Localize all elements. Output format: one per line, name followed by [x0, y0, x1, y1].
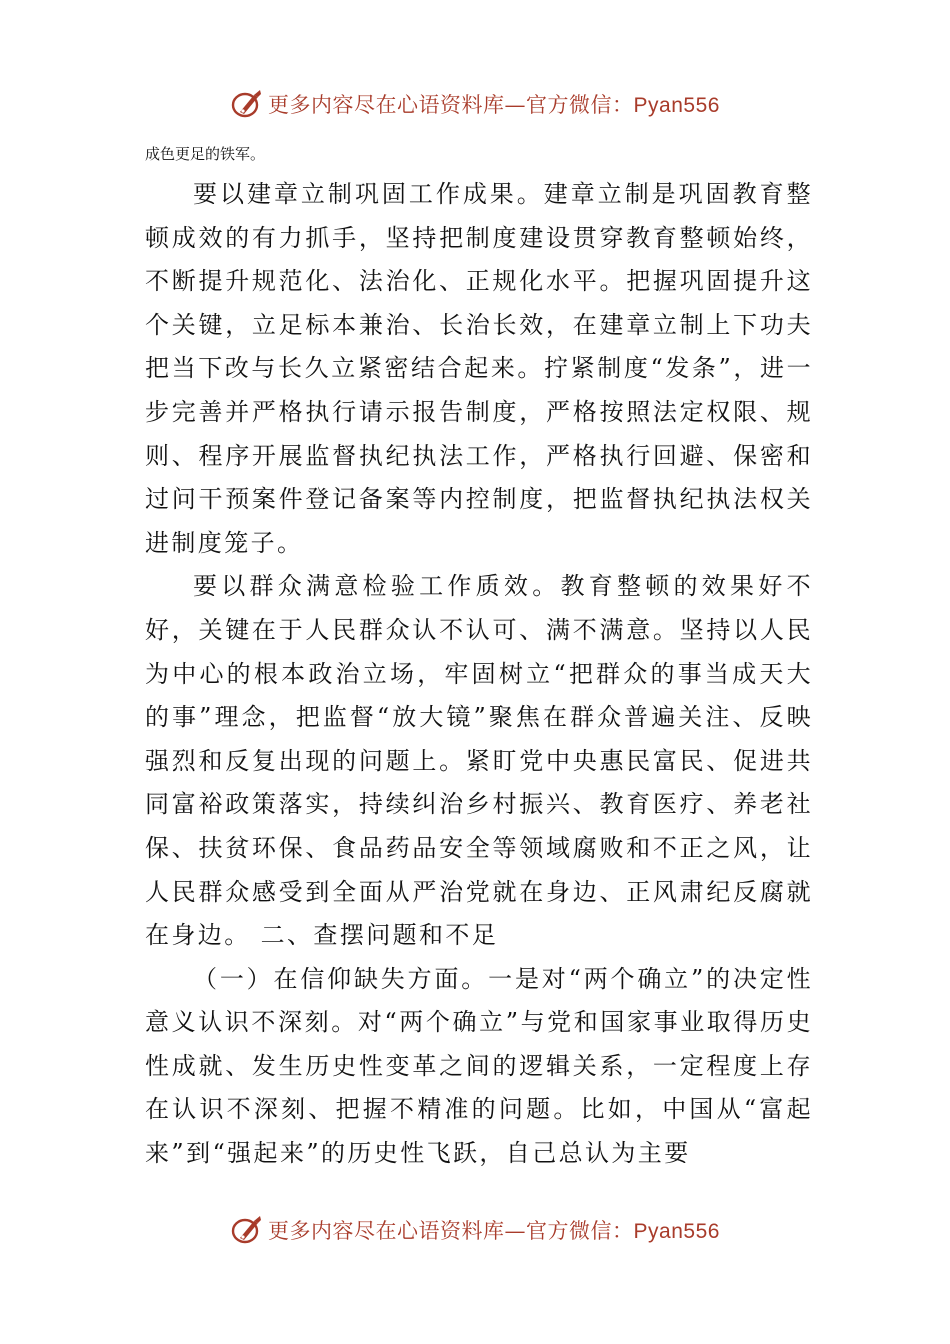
paragraph-belief-deficiency: （一）在信仰缺失方面。一是对“两个确立”的决定性意义认识不深刻。对“两个确立”与党和国家事业取得历史性成就、发生历史性变革之间的逻辑关系，一定程度上存在认识不深刻、把握不精准的问题。比如，中国从“富起来”到“强起来”的历史性飞跃，自己总认为主要	[145, 964, 813, 1168]
pen-nib-seal-icon	[230, 1213, 264, 1247]
footer-watermark-banner	[0, 1210, 950, 1250]
footer-watermark-handle: Pyan556	[633, 1220, 720, 1243]
paragraph-public-satisfaction: 要以群众满意检验工作质效。教育整顿的效果好不好，关键在于人民群众认不认可、满不满意。坚持以人民为中心的根本政治立场，牢固树立“把群众的事当成天大的事”理念，把监督“放大镜”聚焦在群众普遍关注、反映强烈和反复出现的问题上。紧盯党中央惠民富民、促进共同富裕政策落实，持续纠治乡村振兴、教育医疗、养老社保、扶贫环保、食品药品安全等领域腐败和不正之风，让人民群众感受到全面从严治党就在身边、正风肃纪反腐就在身边。 二、查摆问题和不足	[145, 572, 813, 950]
header-watermark-label: 更多内容尽在心语资料库—官方微信：	[268, 93, 634, 117]
header-watermark-banner	[0, 84, 950, 124]
footer-watermark-label: 更多内容尽在心语资料库—官方微信：	[268, 1219, 634, 1243]
paragraph-institution-building: 要以建章立制巩固工作成果。建章立制是巩固教育整顿成效的有力抓手，坚持把制度建设贯穿教育整顿始终，不断提升规范化、法治化、正规化水平。把握巩固提升这个关键，立足标本兼治、长治长效，在建章立制上下功夫把当下改与长久立紧密结合起来。拧紧制度“发条”，进一步完善并严格执行请示报告制度，严格按照法定权限、规则、程序开展监督执纪执法工作，严格执行回避、保密和过问干预案件登记备案等内控制度，把监督执纪执法权关进制度笼子。	[145, 180, 813, 557]
footer-watermark-text	[268, 1215, 720, 1245]
pen-nib-seal-icon	[230, 87, 264, 121]
header-watermark-handle: Pyan556	[633, 94, 720, 117]
continued-line: 成色更足的铁军。	[145, 145, 266, 163]
document-body	[145, 140, 813, 1176]
header-watermark-text	[268, 89, 720, 119]
